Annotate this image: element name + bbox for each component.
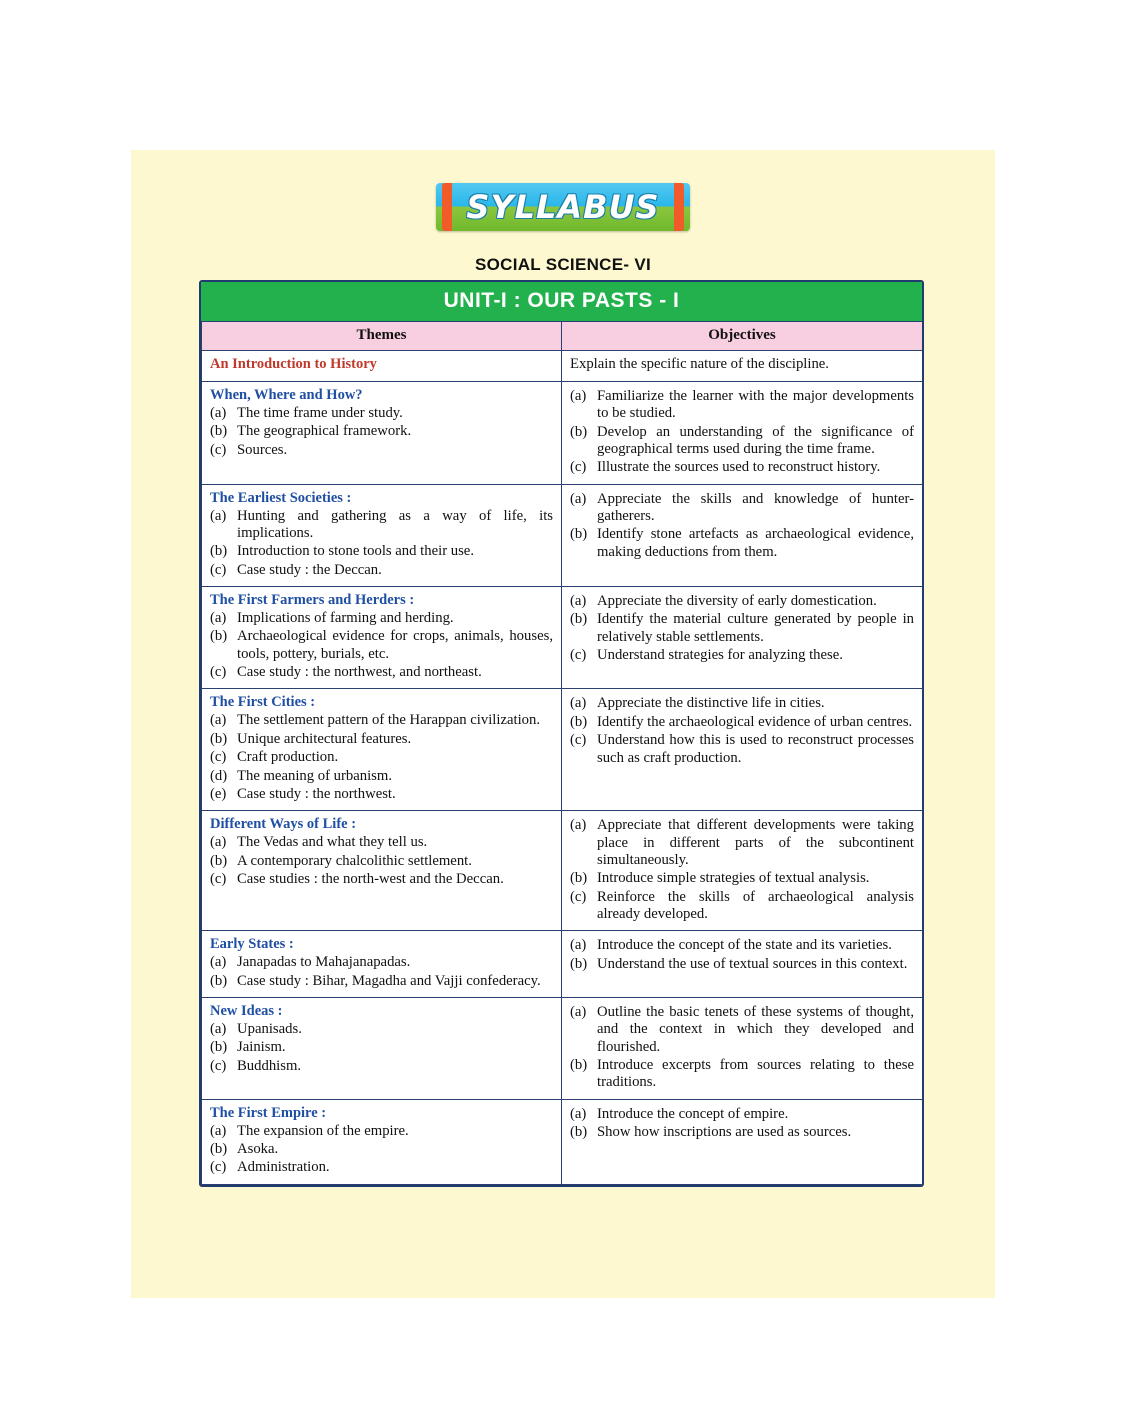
objective-list-item (570, 889, 914, 924)
item-text: Introduction to stone tools and their use. (237, 543, 475, 560)
subject-title: SOCIAL SCIENCE- VI (474, 255, 652, 274)
item-text: Identify the archaeological evidence of urban centres. (597, 713, 913, 730)
item-text: Buddhism. (237, 1057, 302, 1074)
objective-list-item (570, 593, 914, 610)
objective-cell (562, 587, 923, 689)
objective-cell (562, 931, 923, 998)
item-label: (a) (570, 1003, 587, 1020)
table-row (202, 587, 923, 689)
objective-cell (562, 997, 923, 1099)
item-label: (a) (570, 1105, 587, 1122)
theme-list-item (210, 1058, 553, 1075)
theme-cell (202, 587, 562, 689)
theme-list-item (210, 1039, 553, 1056)
item-text: Case studies : the north-west and the Deccan. (237, 870, 504, 887)
item-label: (b) (570, 1124, 588, 1140)
theme-list-item (210, 628, 553, 663)
objective-list-item (570, 526, 914, 561)
item-text: Craft production. (237, 749, 339, 766)
theme-list-item (210, 423, 553, 440)
item-label: (c) (570, 732, 587, 749)
objective-cell (562, 484, 923, 586)
item-text: Understand how this is used to reconstruct processes such as craft production. (597, 732, 914, 766)
theme-list-item (210, 973, 553, 990)
item-label: (c) (210, 870, 227, 887)
theme-cell (202, 997, 562, 1099)
item-text: Develop an understanding of the significance of geographical terms used during the time frame. (597, 423, 914, 458)
theme-title: When, Where and How? (210, 387, 363, 403)
item-label: (a) (210, 834, 227, 851)
theme-list-item (210, 405, 553, 422)
theme-cell (202, 689, 562, 811)
theme-list-item (210, 562, 553, 579)
item-label: (b) (570, 526, 588, 543)
item-text: Understand the use of textual sources in this context. (597, 955, 908, 972)
item-label: (a) (570, 388, 587, 404)
item-label: (b) (210, 1039, 228, 1056)
objective-list-item (570, 1124, 914, 1141)
theme-list-item (210, 664, 553, 681)
theme-list-item (210, 442, 553, 459)
unit-heading: UNIT-I : OUR PASTS - I (201, 282, 922, 321)
item-text: Asoka. (237, 1141, 279, 1157)
item-label: (c) (210, 1159, 227, 1176)
item-label: (a) (210, 1122, 227, 1139)
theme-title: New Ideas : (210, 1002, 283, 1019)
item-text: Outline the basic tenets of these systems of thought, and the context in which they developed and flourished. (597, 1003, 914, 1055)
objective-list-item (570, 817, 914, 869)
theme-cell (202, 1099, 562, 1184)
objective-list-item (570, 732, 914, 767)
objective-cell (562, 811, 923, 931)
item-text: Introduce the concept of empire. (597, 1105, 789, 1122)
theme-list-item (210, 1159, 553, 1176)
theme-cell (202, 931, 562, 998)
theme-list-item (210, 749, 553, 766)
item-text: The settlement pattern of the Harappan civilization. (237, 712, 541, 729)
theme-cell (202, 811, 562, 931)
theme-title: The First Empire : (210, 1104, 327, 1121)
item-label: (d) (210, 767, 228, 784)
item-text: Identify stone artefacts as archaeological evidence, making deductions from them. (597, 526, 914, 560)
table-row (202, 382, 923, 485)
column-header-objectives: Objectives (562, 322, 923, 351)
item-text: Sources. (237, 441, 288, 458)
table-row (202, 811, 923, 931)
item-text: Appreciate the distinctive life in cities. (597, 695, 825, 712)
item-text: Case study : Bihar, Magadha and Vajji confederacy. (237, 972, 541, 989)
item-label: (b) (570, 955, 588, 972)
item-label: (a) (570, 937, 587, 954)
item-label: (b) (210, 852, 228, 869)
theme-list-item (210, 610, 553, 627)
item-text: Appreciate the diversity of early domestication. (597, 593, 877, 610)
item-text: Introduce simple strategies of textual analysis. (597, 870, 870, 887)
item-label: (c) (570, 459, 587, 476)
objective-list-item (570, 1057, 914, 1092)
item-text: Appreciate that different developments were taking place in different parts of the subcontinent simultaneously. (597, 817, 914, 868)
item-label: (b) (210, 543, 228, 560)
column-header-themes: Themes (202, 322, 562, 351)
item-text: Reinforce the skills of archaeological analysis already developed. (597, 888, 914, 922)
objective-cell (562, 689, 923, 811)
table-row (202, 351, 923, 382)
item-label: (b) (570, 870, 588, 887)
syllabus-banner-title: SYLLABUS (466, 188, 660, 226)
objective-list-item (570, 714, 914, 731)
item-label: (b) (210, 423, 228, 440)
table-row (202, 484, 923, 586)
item-label: (b) (570, 1056, 588, 1073)
item-text: Identify the material culture generated by people in relatively stable settlements. (597, 611, 914, 645)
syllabus-banner (131, 183, 995, 231)
item-label: (b) (210, 972, 228, 989)
table-body (202, 351, 923, 1185)
theme-list-item (210, 543, 553, 560)
theme-list-item (210, 768, 553, 785)
item-text: Administration. (237, 1159, 330, 1176)
table-row (202, 997, 923, 1099)
item-text: Case study : the Deccan. (237, 561, 382, 578)
objective-cell (562, 351, 923, 382)
item-text: Appreciate the skills and knowledge of hunter-gatherers. (597, 490, 914, 525)
objective-cell (562, 382, 923, 485)
item-label: (a) (210, 1020, 227, 1037)
table-row (202, 931, 923, 998)
ribbon-right-decoration (674, 183, 684, 231)
item-label: (c) (210, 561, 227, 578)
item-text: Upanisads. (237, 1020, 302, 1037)
item-text: The meaning of urbanism. (237, 767, 392, 784)
theme-list-item (210, 834, 553, 851)
item-text: Archaeological evidence for crops, animals, houses, tools, pottery, burials, etc. (237, 628, 553, 662)
table-row (202, 689, 923, 811)
item-text: Show how inscriptions are used as sources. (597, 1124, 852, 1140)
item-label: (a) (570, 695, 587, 712)
item-text: Hunting and gathering as a way of life, its implications. (237, 507, 553, 542)
theme-list-item (210, 1021, 553, 1038)
item-text: Janapadas to Mahajanapadas. (237, 954, 411, 971)
theme-list-item (210, 731, 553, 748)
theme-title: The First Cities : (210, 694, 316, 711)
objective-list-item (570, 424, 914, 459)
theme-list-item (210, 508, 553, 543)
item-label: (a) (210, 405, 227, 421)
item-label: (a) (570, 490, 587, 507)
theme-cell (202, 351, 562, 382)
item-label: (b) (570, 713, 588, 730)
item-text: Case study : the northwest. (237, 785, 396, 802)
item-label: (b) (210, 1141, 228, 1157)
item-label: (a) (210, 954, 227, 971)
theme-title: Early States : (210, 936, 294, 953)
theme-list-item (210, 786, 553, 803)
theme-title: An Introduction to History (210, 356, 377, 372)
item-label: (b) (210, 730, 228, 747)
objective-list-item (570, 956, 914, 973)
item-label: (a) (570, 817, 587, 834)
item-label: (a) (210, 610, 227, 627)
item-label: (a) (210, 712, 227, 729)
objective-list-item (570, 1004, 914, 1056)
item-label: (b) (570, 423, 588, 440)
item-text: The time frame under study. (237, 405, 403, 421)
table-header-row (202, 322, 923, 351)
theme-title: The First Farmers and Herders : (210, 592, 415, 609)
objective-list-item (570, 491, 914, 526)
item-label: (c) (570, 647, 587, 664)
item-text: A contemporary chalcolithic settlement. (237, 852, 472, 869)
item-label: (b) (210, 628, 228, 645)
item-text: Case study : the northwest, and northeast. (237, 664, 482, 681)
objective-list-item (570, 611, 914, 646)
syllabus-table (199, 280, 924, 1187)
objective-list-item (570, 459, 914, 476)
item-text: The geographical framework. (237, 423, 412, 440)
item-text: Illustrate the sources used to reconstruct history. (597, 459, 881, 476)
objective-list-item (570, 647, 914, 664)
item-label: (a) (210, 507, 227, 524)
objective-list-item (570, 937, 914, 954)
item-label: (b) (570, 611, 588, 628)
ribbon-left-decoration (442, 183, 452, 231)
item-label: (e) (210, 785, 227, 802)
document-page (131, 150, 995, 1298)
objective-list-item (570, 695, 914, 712)
objective-list-item (570, 388, 914, 423)
item-text: The Vedas and what they tell us. (237, 834, 428, 851)
theme-title: Different Ways of Life : (210, 816, 357, 833)
item-text: Understand strategies for analyzing these. (597, 647, 843, 664)
theme-list-item (210, 1141, 553, 1158)
item-label: (c) (210, 441, 227, 458)
theme-cell (202, 382, 562, 485)
item-label: (c) (210, 1057, 227, 1074)
item-label: (c) (210, 664, 227, 681)
theme-list-item (210, 871, 553, 888)
theme-cell (202, 484, 562, 586)
theme-list-item (210, 712, 553, 729)
theme-list-item (210, 1123, 553, 1140)
item-text: Unique architectural features. (237, 730, 412, 747)
item-text: The expansion of the empire. (237, 1122, 409, 1139)
objective-list-item (570, 1106, 914, 1123)
objective-text: Explain the specific nature of the discipline. (570, 356, 829, 372)
item-label: (c) (210, 749, 227, 766)
item-text: Familiarize the learner with the major developments to be studied. (597, 388, 914, 422)
theme-list-item (210, 954, 553, 971)
item-text: Introduce excerpts from sources relating to these traditions. (597, 1056, 914, 1091)
item-text: Implications of farming and herding. (237, 610, 454, 627)
item-text: Introduce the concept of the state and its varieties. (597, 937, 892, 954)
item-label: (a) (570, 593, 587, 610)
table-row (202, 1099, 923, 1184)
theme-list-item (210, 853, 553, 870)
objective-cell (562, 1099, 923, 1184)
theme-title: The Earliest Societies : (210, 489, 352, 506)
objective-list-item (570, 870, 914, 887)
item-label: (c) (570, 888, 587, 905)
item-text: Jainism. (237, 1039, 286, 1056)
